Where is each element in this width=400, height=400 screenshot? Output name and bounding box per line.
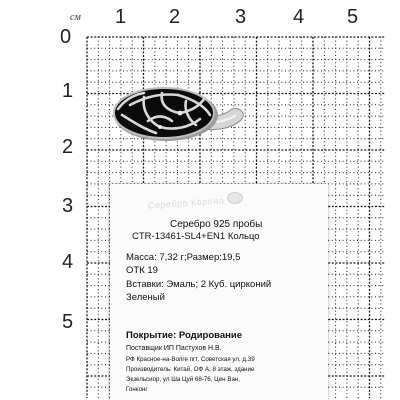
tag-title-line1: Серебро 925 пробы <box>170 219 263 230</box>
ruler-left-mark-2: 2 <box>62 136 74 158</box>
ruler-left-mark-4: 4 <box>62 251 74 273</box>
tag-inserts-line2: Зеленый <box>126 292 165 303</box>
price-tag <box>110 184 328 400</box>
ruler-top-mark-1: 1 <box>115 6 127 28</box>
ruler-top-mark-3: 3 <box>235 6 247 28</box>
gem-1-icon <box>178 111 183 116</box>
ruler-top-mark-2: 2 <box>169 6 181 28</box>
gem-2-icon <box>158 125 162 129</box>
tag-inserts-line1: Вставки: Эмаль; 2 Куб. цирконий <box>126 279 272 290</box>
tag-watermark: Серебро Корона <box>147 195 225 211</box>
tag-title-line2: CTR-13461-SL4+EN1 Кольцо <box>132 231 260 242</box>
ruler-left-mark-3: 3 <box>62 195 74 217</box>
tag-address-line3: Экзельсиор, ул Ша Цуй 68-76, Цен Ван, <box>126 376 241 383</box>
tag-address-line2: Производитель: Китай, ОФ А, 8 этаж, здание <box>126 366 255 373</box>
tag-hole <box>227 192 243 204</box>
tag-coating: Покрытие: Родирование <box>126 330 242 341</box>
ruler-left-mark-5: 5 <box>62 311 74 333</box>
tag-address-line1: РФ Красное-на-Волге пгт, Советская ул, д.39 <box>126 356 255 363</box>
ruler-left-mark-1: 1 <box>62 80 74 102</box>
ruler-unit: см <box>70 12 81 23</box>
tag-otk: ОТК 19 <box>126 265 158 276</box>
tag-supplier: Поставщик ИП Пастухов Н.В. <box>126 345 222 352</box>
ruler-top-mark-4: 4 <box>293 6 305 28</box>
tag-address-line4: Гонконг <box>126 386 148 393</box>
ruler-top-mark-5: 5 <box>347 6 359 28</box>
ruler-top-mark-0: 0 <box>60 26 72 48</box>
ring-image <box>100 75 250 155</box>
tag-mass-size: Масса: 7,32 г;Размер:19,5 <box>126 252 241 263</box>
